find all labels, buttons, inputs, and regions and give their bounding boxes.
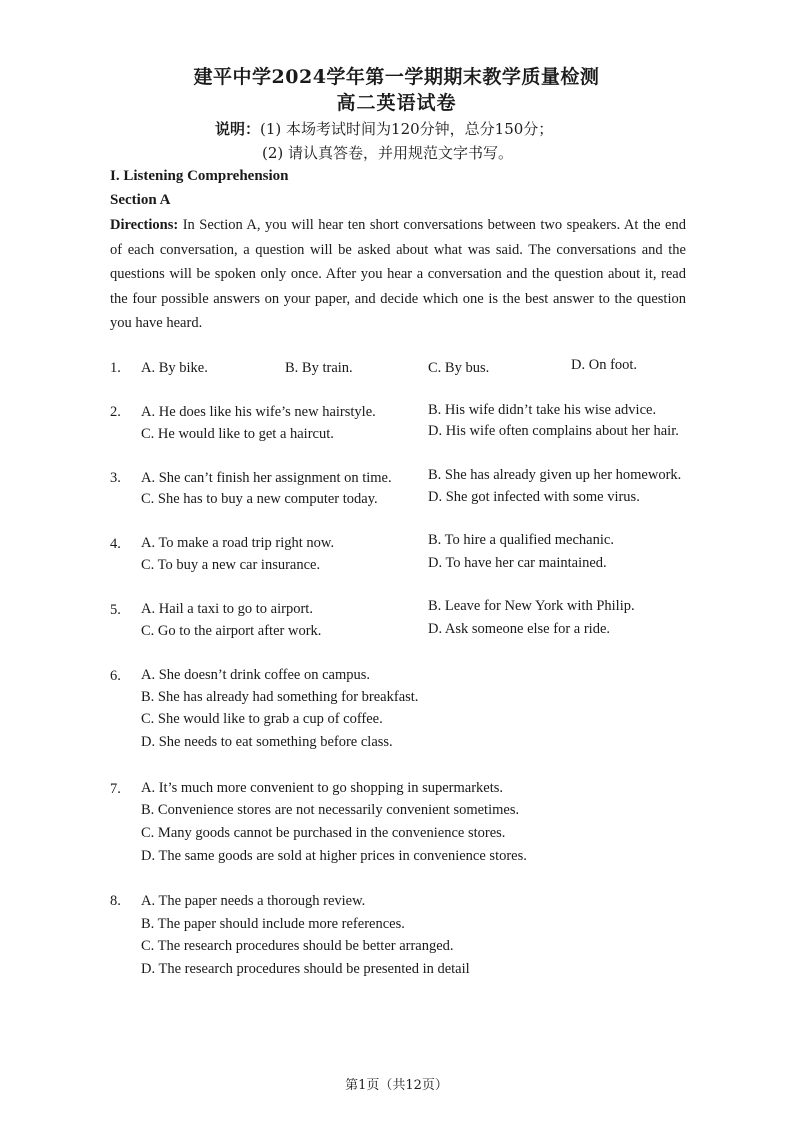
question-8-option-b: B. The paper should include more references. [141,916,405,932]
question-4-option-a: A. To make a road trip right now. [141,535,335,551]
question-8-option-c: C. The research procedures should be better arranged. [141,938,454,954]
directions-text: In Section A, you will hear ten short conversations between two speakers. At the end of each conversation, a question will be asked about what was said. The conversations and the questions will be spoken only once. After you hear a conversation and the question about it, read the four possible answers on your paper, and decide which one is the best answer to the question you have heard. [110,217,686,332]
question-2-option-d: D. His wife often complains about her hair. [428,423,679,439]
question-4-option-d: D. To have her car maintained. [428,555,607,571]
question-number: 7. [110,781,121,797]
question-6-option-b: B. She has already had something for breakfast. [141,689,419,705]
question-7-option-b: B. Convenience stores are not necessarily convenient sometimes. [141,802,520,818]
notes-label: 说明： [215,120,261,138]
question-7-option-d: D. The same goods are sold at higher prices in convenience stores. [141,848,527,864]
question-2-option-b: B. His wife didn’t take his wise advice. [428,402,657,418]
question-8-option-d: D. The research procedures should be presented in detail [141,961,470,977]
question-5-option-d: D. Ask someone else for a ride. [428,621,611,637]
question-5-option-b: B. Leave for New York with Philip. [428,598,635,614]
question-number: 2. [110,404,121,420]
exam-title: 建平中学2024学年第一学期期末教学质量检测 [193,66,600,88]
question-1-option-b: B. By train. [285,360,353,376]
question-number: 8. [110,893,121,909]
exam-subtitle: 高二英语试卷 [336,92,457,114]
directions-label: Directions: [110,217,179,233]
notes-line-2: (2) 请认真答卷，并用规范文字书写。 [262,144,514,162]
question-6-option-d: D. She needs to eat something before class. [141,734,393,750]
question-1-option-c: C. By bus. [428,360,490,376]
question-5-option-c: C. Go to the airport after work. [141,623,322,639]
question-8-option-a: A. The paper needs a thorough review. [141,893,366,909]
question-2-option-c: C. He would like to get a haircut. [141,426,334,442]
question-2-option-a: A. He does like his wife’s new hairstyle. [141,404,376,420]
question-1-option-a: A. By bike. [141,360,208,376]
question-5-option-a: A. Hail a taxi to go to airport. [141,601,313,617]
question-3-option-c: C. She has to buy a new computer today. [141,491,378,507]
question-3-option-d: D. She got infected with some virus. [428,489,640,505]
question-3-option-a: A. She can’t finish her assignment on time. [141,470,392,486]
question-number: 3. [110,470,121,486]
notes-line-1 [215,118,553,139]
part-title: I. Listening Comprehension [110,168,289,184]
question-6-option-c: C. She would like to grab a cup of coffee. [141,711,383,727]
notes-text-1: (1) 本场考试时间为120分钟，总分150分； [260,120,554,138]
question-7-option-c: C. Many goods cannot be purchased in the convenience stores. [141,825,506,841]
question-7-option-a: A. It’s much more convenient to go shopping in supermarkets. [141,780,504,796]
section-title: Section A [110,192,171,208]
directions [110,213,686,336]
question-number: 4. [110,536,121,552]
question-number: 1. [110,360,121,376]
question-4-option-b: B. To hire a qualified mechanic. [428,532,614,548]
question-1-option-d: D. On foot. [571,357,638,373]
question-number: 5. [110,602,121,618]
question-6-option-a: A. She doesn’t drink coffee on campus. [141,667,370,683]
question-4-option-c: C. To buy a new car insurance. [141,557,321,573]
page-footer: 第1页（共12页） [345,1078,448,1093]
question-3-option-b: B. She has already given up her homework. [428,467,682,483]
question-number: 6. [110,668,121,684]
